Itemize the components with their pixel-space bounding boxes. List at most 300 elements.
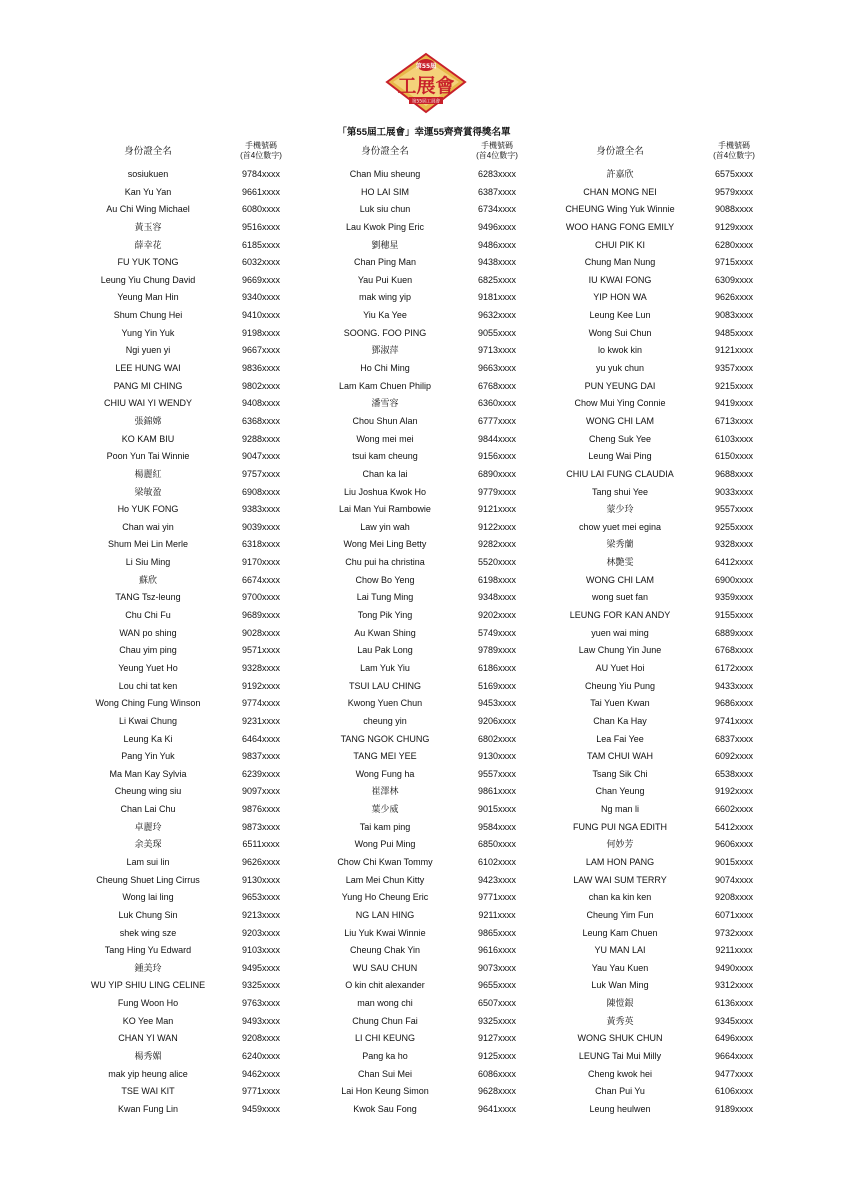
winner-phone: 9606xxxx (714, 839, 754, 850)
table-row (0, 960, 848, 978)
winner-phone: 5520xxxx (477, 557, 517, 568)
winner-name: yuen wai ming (591, 627, 649, 638)
winner-name: CHIU WAI YI WENDY (103, 398, 192, 409)
winner-phone: 9325xxxx (477, 1015, 517, 1026)
winner-phone: 9669xxxx (241, 274, 281, 285)
winner-name: 林艷雯 (606, 557, 634, 568)
header-name: 身份證全名 (596, 146, 644, 157)
winner-name: TAM CHUI WAH (587, 751, 653, 762)
winner-name: Chan Sui Mei (357, 1068, 413, 1079)
winner-phone: 9789xxxx (477, 645, 517, 656)
winner-name: Yau Pui Kuen (357, 274, 413, 285)
winner-phone: 9015xxxx (477, 804, 517, 815)
winner-name: 黃玉容 (134, 221, 162, 232)
winner-phone: 9757xxxx (241, 468, 281, 479)
winner-name: Ngi yuen yi (125, 345, 171, 356)
winner-phone: 6280xxxx (714, 239, 754, 250)
winner-phone: 6511xxxx (242, 839, 280, 850)
header-phone (694, 141, 774, 161)
table-row (0, 554, 848, 572)
winner-name: 蒙少玲 (606, 504, 634, 515)
winner-phone: 9255xxxx (714, 521, 754, 532)
table-header (0, 141, 848, 165)
winner-phone: 9486xxxx (477, 239, 517, 250)
winner-phone: 9028xxxx (241, 627, 281, 638)
winner-name: 鄧淑萍 (371, 345, 399, 356)
winner-name: KO KAM BIU (121, 433, 175, 444)
winner-name: Lea Fai Yee (596, 733, 644, 744)
winner-phone: 9156xxxx (477, 451, 517, 462)
header-phone (457, 141, 537, 161)
winner-name: Lau Kwok Ping Eric (345, 221, 425, 232)
winner-name: Fung Woon Ho (117, 998, 179, 1009)
winner-name: Cheng Suk Yee (588, 433, 652, 444)
winner-name: Yiu Ka Yee (363, 310, 407, 321)
winner-name: Tang Hing Yu Edward (104, 945, 192, 956)
winner-name: 梁敏盈 (134, 486, 162, 497)
winner-name: Luk Wan Ming (591, 980, 649, 991)
winner-phone: 6198xxxx (477, 574, 517, 585)
winner-name: Chow Mui Ying Connie (574, 398, 666, 409)
winner-name: Cheung Yim Fun (586, 909, 654, 920)
winner-name: Lam sui lin (126, 856, 170, 867)
winner-name: Chou Shun Alan (352, 415, 418, 426)
header-phone-line2: (首4位數字) (476, 151, 518, 160)
winner-name: Leung Ka Ki (123, 733, 173, 744)
winner-name: Chu Chi Fu (125, 610, 171, 621)
winner-phone: 9626xxxx (714, 292, 754, 303)
winner-name: chan ka kin ken (588, 892, 652, 903)
winner-name: Ng man li (600, 804, 639, 815)
winner-name: Chan Ping Man (353, 257, 417, 268)
winner-phone: 9357xxxx (714, 363, 754, 374)
winner-phone: 9653xxxx (241, 892, 281, 903)
winner-phone: 9741xxxx (714, 715, 754, 726)
winner-phone: 9688xxxx (714, 468, 754, 479)
table-row (0, 254, 848, 272)
winner-name: Chung Chun Fai (352, 1015, 418, 1026)
winner-name: Lai Hon Keung Simon (341, 1086, 429, 1097)
table-row (0, 272, 848, 290)
winner-phone: 6777xxxx (477, 415, 517, 426)
winner-name: 鍾美玲 (134, 962, 162, 973)
winner-name: Lai Man Yui Rambowie (339, 504, 431, 515)
winner-phone: 9423xxxx (477, 874, 517, 885)
table-row (0, 854, 848, 872)
winner-name: Kwong Yuen Chun (347, 698, 423, 709)
header-name: 身份證全名 (361, 146, 409, 157)
winner-phone: 9571xxxx (241, 645, 281, 656)
winner-phone: 9876xxxx (241, 804, 281, 815)
winner-phone: 6172xxxx (714, 662, 754, 673)
winner-name: HO LAI SIM (360, 186, 409, 197)
winner-phone: 6464xxxx (241, 733, 281, 744)
table-row (0, 219, 848, 237)
winner-phone: 9865xxxx (477, 927, 517, 938)
winner-phone: 9121xxxx (714, 345, 754, 356)
winner-name: 黃秀英 (606, 1015, 634, 1026)
table-row (0, 395, 848, 413)
winner-name: WONG SHUK CHUN (577, 1033, 663, 1044)
winner-phone: 9202xxxx (477, 610, 517, 621)
winner-phone: 6768xxxx (477, 380, 517, 391)
table-row (0, 625, 848, 643)
winner-name: yu yuk chun (595, 363, 645, 374)
winner-name: WONG CHI LAM (585, 415, 654, 426)
winner-phone: 9686xxxx (714, 698, 754, 709)
winner-name: LI CHI KEUNG (354, 1033, 415, 1044)
winner-name: Chau yim ping (119, 645, 177, 656)
winner-phone: 9192xxxx (714, 786, 754, 797)
winner-name: NG LAN HING (355, 909, 415, 920)
winner-name: Chan ka lai (362, 468, 408, 479)
winner-phone: 9083xxxx (714, 310, 754, 321)
winner-name: Chan wai yin (122, 521, 174, 532)
winner-phone: 6837xxxx (714, 733, 754, 744)
winner-name: sosiukuen (127, 169, 169, 179)
winner-phone: 6185xxxx (241, 239, 281, 250)
winner-phone: 9192xxxx (241, 680, 281, 691)
table-row (0, 360, 848, 378)
table-row (0, 819, 848, 837)
winner-phone: 6602xxxx (714, 804, 754, 815)
winner-phone: 6032xxxx (241, 257, 281, 268)
winner-name: TSUI LAU CHING (348, 680, 421, 691)
winner-phone: 9345xxxx (714, 1015, 754, 1026)
table-row (0, 378, 848, 396)
winner-name: tsui kam cheung (352, 451, 418, 462)
winner-phone: 9771xxxx (477, 892, 517, 903)
winner-name: Au Kwan Shing (354, 627, 416, 638)
winner-phone: 9779xxxx (477, 486, 517, 497)
winner-name: Pang ka ho (362, 1051, 408, 1062)
winner-phone: 9453xxxx (477, 698, 517, 709)
winner-name: Leung Kee Lun (589, 310, 651, 321)
table-row (0, 237, 848, 255)
winner-phone: 9802xxxx (241, 380, 281, 391)
table-row (0, 907, 848, 925)
winner-phone: 9211xxxx (478, 909, 516, 920)
winner-name: Leung Wai Ping (588, 451, 652, 462)
winner-phone: 6086xxxx (477, 1068, 517, 1079)
winner-phone: 6825xxxx (477, 274, 517, 285)
winner-name: 崔澤林 (371, 786, 399, 797)
winner-phone: 9579xxxx (714, 186, 754, 197)
winner-phone: 9211xxxx (715, 945, 753, 956)
table-row (0, 325, 848, 343)
winner-name: Leung Kam Chuen (582, 927, 658, 938)
winner-name: 劉穗星 (371, 239, 399, 250)
winner-phone: 6575xxxx (714, 169, 754, 179)
winner-name: LAM HON PANG (585, 856, 655, 867)
winner-name: man wong chi (357, 998, 413, 1009)
winner-phone: 6239xxxx (241, 768, 281, 779)
winner-phone: 6412xxxx (714, 557, 754, 568)
winner-name: FUNG PUI NGA EDITH (572, 821, 667, 832)
winner-name: Lam Yuk Yiu (360, 662, 410, 673)
winner-name: shek wing sze (119, 927, 177, 938)
winner-name: 陳愷銀 (606, 998, 634, 1009)
table-row (0, 713, 848, 731)
winner-phone: 9288xxxx (241, 433, 281, 444)
winner-name: Chan Yeung (595, 786, 645, 797)
winner-name: Yeung Yuet Ho (118, 662, 178, 673)
winner-name: Cheung Chak Yin (349, 945, 421, 956)
winner-name: TSE WAI KIT (121, 1086, 175, 1097)
table-row (0, 201, 848, 219)
winner-phone: 9208xxxx (714, 892, 754, 903)
winner-name: Cheung wing siu (114, 786, 182, 797)
winner-phone: 9073xxxx (477, 962, 517, 973)
winner-name: Tsang Sik Chi (592, 768, 648, 779)
winner-name: AU Yuet Hoi (595, 662, 645, 673)
winner-phone: 9485xxxx (714, 327, 754, 338)
winner-phone: 9033xxxx (714, 486, 754, 497)
winner-phone: 9155xxxx (714, 610, 754, 621)
winner-name: chow yuet mei egina (578, 521, 662, 532)
winner-name: 楊麗紅 (134, 468, 162, 479)
winner-name: 卓麗玲 (134, 821, 162, 832)
winner-phone: 9655xxxx (477, 980, 517, 991)
winner-phone: 9713xxxx (477, 345, 517, 356)
winner-name: Kwok Sau Fong (353, 1103, 417, 1114)
winner-phone: 9873xxxx (241, 821, 281, 832)
winner-name: 葉少威 (371, 804, 399, 815)
table-row (0, 766, 848, 784)
winner-name: SOONG. FOO PING (343, 327, 427, 338)
table-row (0, 484, 848, 502)
header-phone (221, 141, 301, 161)
winner-name: Lai Tung Ming (356, 592, 414, 603)
winner-phone: 9097xxxx (241, 786, 281, 797)
winner-phone: 9383xxxx (241, 504, 281, 515)
winner-phone: 6850xxxx (477, 839, 517, 850)
winner-phone: 9410xxxx (241, 310, 281, 321)
logo-main-text: 工展會 (397, 75, 455, 97)
table-row (0, 642, 848, 660)
winner-name: CHIU LAI FUNG CLAUDIA (566, 468, 674, 479)
winner-name: Yau Yau Kuen (591, 962, 649, 973)
winner-name: Wong Fung ha (355, 768, 415, 779)
winner-name: Yeung Man Hin (117, 292, 179, 303)
winner-phone: 9715xxxx (714, 257, 754, 268)
table-row (0, 660, 848, 678)
winner-phone: 9015xxxx (714, 856, 754, 867)
winner-phone: 9732xxxx (714, 927, 754, 938)
winner-phone: 9213xxxx (241, 909, 281, 920)
winner-name: 梁秀蘭 (606, 539, 634, 550)
winner-phone: 6360xxxx (477, 398, 517, 409)
winner-phone: 9861xxxx (477, 786, 517, 797)
winner-phone: 9626xxxx (241, 856, 281, 867)
winner-phone: 9203xxxx (241, 927, 281, 938)
table-row (0, 448, 848, 466)
winner-phone: 9088xxxx (714, 204, 754, 215)
winner-name: Shum Chung Hei (113, 310, 183, 321)
winner-name: WU YIP SHIU LING CELINE (90, 980, 206, 991)
winner-phone: 9198xxxx (241, 327, 281, 338)
table-row (0, 289, 848, 307)
winner-phone: 9784xxxx (241, 169, 281, 179)
winner-phone: 9477xxxx (714, 1068, 754, 1079)
winner-name: Chan Ka Hay (593, 715, 647, 726)
header-phone-line1: 手機號碼 (481, 141, 513, 150)
winner-name: CHAN YI WAN (118, 1033, 178, 1044)
winner-name: Chung Man Nung (584, 257, 656, 268)
winner-name: Tai kam ping (359, 821, 411, 832)
winner-phone: 5169xxxx (477, 680, 517, 691)
table-row (0, 942, 848, 960)
winner-phone: 6368xxxx (241, 415, 281, 426)
winner-name: Law yin wah (360, 521, 410, 532)
winner-name: 余美琛 (134, 839, 162, 850)
winner-phone: 9039xxxx (241, 521, 281, 532)
table-row (0, 836, 848, 854)
winner-phone: 6136xxxx (714, 998, 754, 1009)
table-row (0, 925, 848, 943)
winner-name: Kwan Fung Lin (117, 1103, 179, 1114)
winner-name: 薛幸花 (134, 239, 162, 250)
winner-phone: 9661xxxx (241, 186, 281, 197)
header-phone-line1: 手機號碼 (718, 141, 750, 150)
table-row (0, 413, 848, 431)
table-row (0, 1083, 848, 1101)
winner-phone: 6538xxxx (714, 768, 754, 779)
winner-phone: 6106xxxx (714, 1086, 754, 1097)
winner-name: Liu Joshua Kwok Ho (343, 486, 427, 497)
winner-phone: 6889xxxx (714, 627, 754, 638)
winner-name: Luk siu chun (359, 204, 411, 215)
winner-name: Wong lai ling (122, 892, 174, 903)
winner-name: WU SAU CHUN (352, 962, 418, 973)
winner-phone: 6080xxxx (241, 204, 281, 215)
winner-name: WONG CHI LAM (585, 574, 654, 585)
winner-phone: 9125xxxx (477, 1051, 517, 1062)
winner-name: Li Kwai Chung (118, 715, 178, 726)
winner-phone: 9763xxxx (241, 998, 281, 1009)
winner-name: Luk Chung Sin (118, 909, 178, 920)
winners-table (0, 166, 848, 1119)
winner-phone: 9127xxxx (477, 1033, 517, 1044)
winner-phone: 6102xxxx (477, 856, 517, 867)
winner-phone: 9836xxxx (241, 363, 281, 374)
header-phone-line2: (首4位數字) (713, 151, 755, 160)
winner-name: Lam Mei Chun Kitty (345, 874, 425, 885)
winner-name: WOO HANG FONG EMILY (565, 221, 675, 232)
winner-phone: 9325xxxx (241, 980, 281, 991)
table-row (0, 466, 848, 484)
winner-name: Cheung Shuet Ling Cirrus (96, 874, 200, 885)
winner-name: CHUI PIK KI (594, 239, 645, 250)
winner-name: mak yip heung alice (108, 1068, 188, 1079)
winner-phone: 6240xxxx (241, 1051, 281, 1062)
winner-name: 潘雪容 (371, 398, 399, 409)
winner-phone: 9419xxxx (714, 398, 754, 409)
winner-phone: 9433xxxx (714, 680, 754, 691)
winner-phone: 9774xxxx (241, 698, 281, 709)
winner-phone: 9047xxxx (241, 451, 281, 462)
winner-name: Tang shui Yee (591, 486, 649, 497)
winner-phone: 6071xxxx (714, 909, 754, 920)
winner-name: LAW WAI SUM TERRY (573, 874, 667, 885)
table-row (0, 748, 848, 766)
winner-phone: 9121xxxx (477, 504, 517, 515)
winner-phone: 9632xxxx (477, 310, 517, 321)
winner-phone: 9557xxxx (714, 504, 754, 515)
winner-phone: 9328xxxx (241, 662, 281, 673)
table-row (0, 783, 848, 801)
table-row (0, 731, 848, 749)
table-row (0, 342, 848, 360)
winner-name: Chan Pui Yu (595, 1086, 645, 1097)
winner-phone: 6674xxxx (241, 574, 281, 585)
winner-phone: 9129xxxx (714, 221, 754, 232)
table-row (0, 977, 848, 995)
winner-name: Lam Kam Chuen Philip (338, 380, 432, 391)
winner-name: FU YUK TONG (117, 257, 179, 268)
winner-name: Yung Ho Cheung Eric (341, 892, 429, 903)
winner-phone: 9667xxxx (241, 345, 281, 356)
winner-phone: 6890xxxx (477, 468, 517, 479)
winner-name: Wong Ching Fung Winson (95, 698, 201, 709)
winner-phone: 9496xxxx (477, 221, 517, 232)
winner-phone: 9231xxxx (241, 715, 281, 726)
winner-phone: 9584xxxx (477, 821, 517, 832)
table-row (0, 1101, 848, 1119)
winner-name: Shum Mei Lin Merle (107, 539, 189, 550)
winner-name: PANG MI CHING (113, 380, 183, 391)
winner-name: Wong mei mei (356, 433, 414, 444)
winner-name: LEE HUNG WAI (115, 363, 181, 374)
winner-phone: 9616xxxx (477, 945, 517, 956)
table-row (0, 1030, 848, 1048)
winner-name: lo kwok kin (597, 345, 642, 356)
winner-name: wong suet fan (591, 592, 649, 603)
winner-phone: 9664xxxx (714, 1051, 754, 1062)
winner-phone: 9130xxxx (241, 874, 281, 885)
table-row (0, 589, 848, 607)
winner-name: Poon Yun Tai Winnie (106, 451, 190, 462)
winner-name: Chow Bo Yeng (355, 574, 415, 585)
winner-phone: 9641xxxx (477, 1103, 517, 1114)
winner-name: cheung yin (363, 715, 407, 726)
winner-phone: 6283xxxx (477, 169, 517, 179)
winner-name: Law Chung Yin June (578, 645, 662, 656)
winner-phone: 9282xxxx (477, 539, 517, 550)
table-row (0, 678, 848, 696)
winner-name: YIP HON WA (593, 292, 647, 303)
winner-phone: 9516xxxx (241, 221, 281, 232)
winner-phone: 9628xxxx (477, 1086, 517, 1097)
winner-name: WAN po shing (119, 627, 177, 638)
winner-name: Chow Chi Kwan Tommy (337, 856, 433, 867)
winner-name: Ho Chi Ming (360, 363, 410, 374)
winner-name: O kin chit alexander (345, 980, 425, 991)
winner-phone: 6802xxxx (477, 733, 517, 744)
winner-name: Cheng kwok hei (587, 1068, 653, 1079)
winner-name: PUN YEUNG DAI (584, 380, 656, 391)
winner-phone: 6103xxxx (714, 433, 754, 444)
winner-phone: 9438xxxx (477, 257, 517, 268)
winner-phone: 9208xxxx (241, 1033, 281, 1044)
table-row (0, 1013, 848, 1031)
winner-phone: 6908xxxx (241, 486, 281, 497)
winner-phone: 9170xxxx (241, 557, 281, 568)
winner-phone: 9557xxxx (477, 768, 517, 779)
winner-name: TANG Tsz-leung (115, 592, 181, 603)
winner-name: Leung Yiu Chung David (100, 274, 196, 285)
winner-phone: 6496xxxx (714, 1033, 754, 1044)
